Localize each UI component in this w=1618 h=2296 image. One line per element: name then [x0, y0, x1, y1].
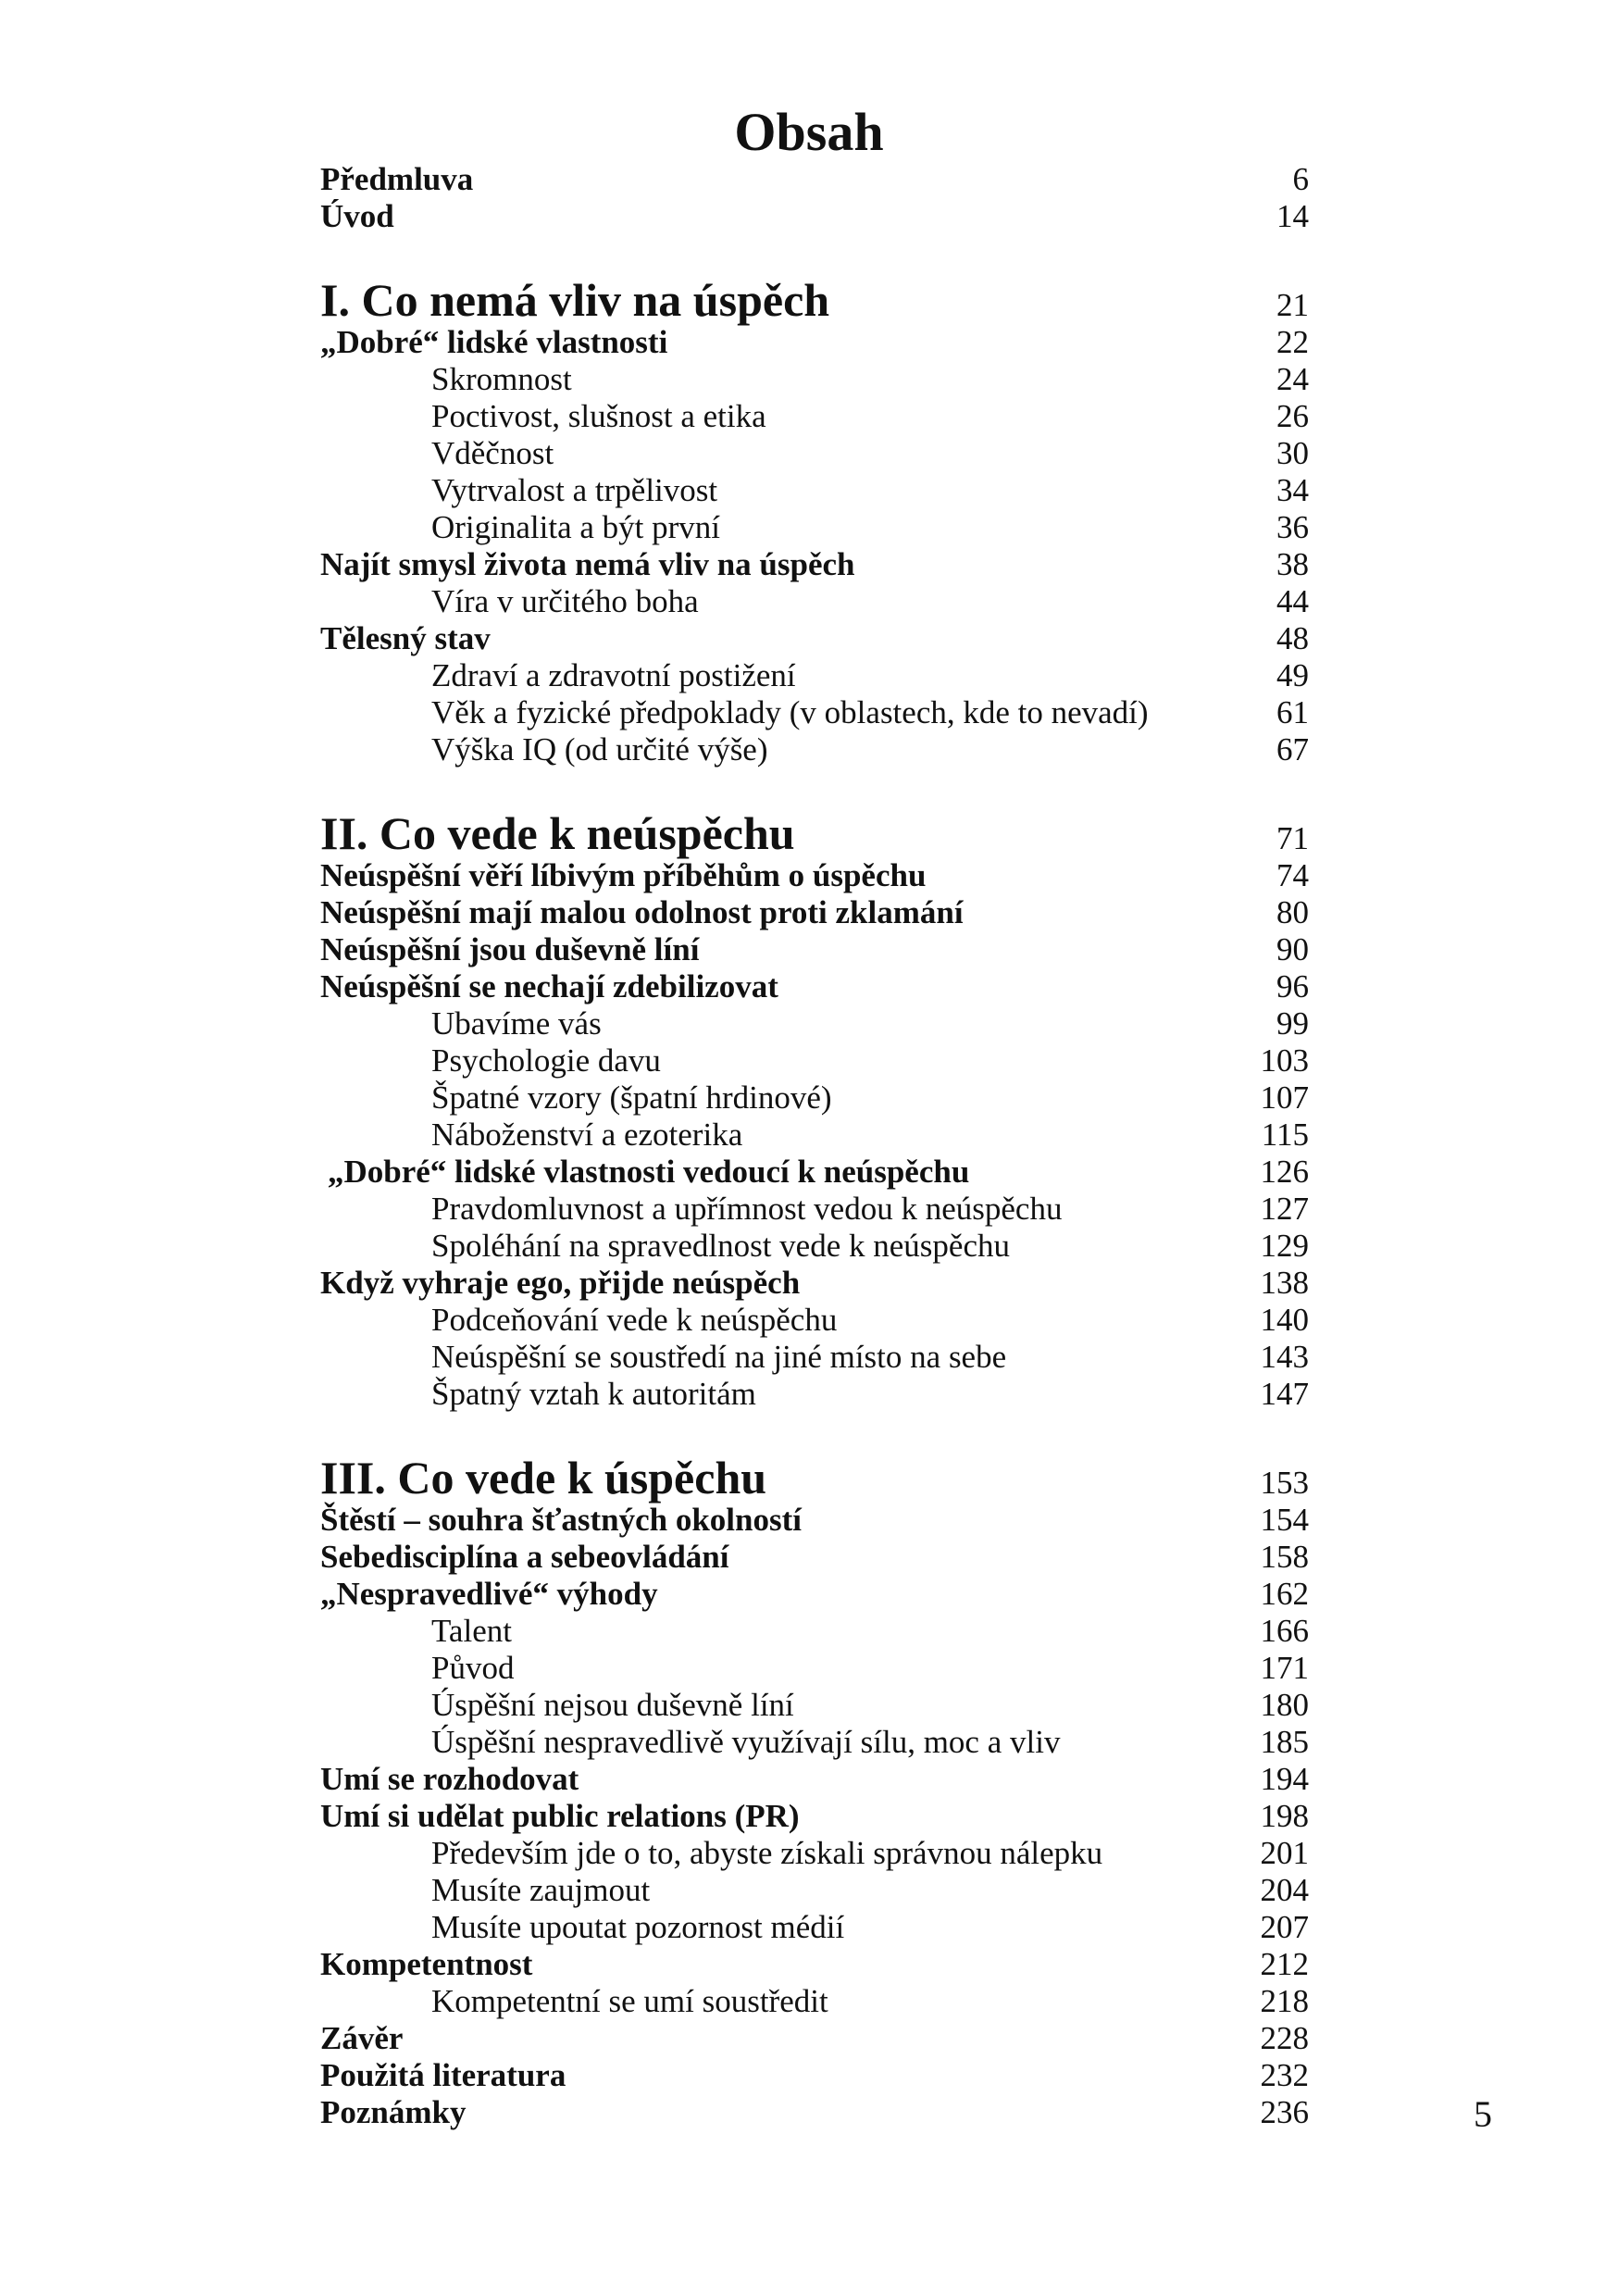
toc-entry-title: Špatné vzory (špatní hrdinové): [431, 1079, 832, 1116]
toc-entry-page: 38: [1276, 546, 1309, 582]
toc-entry-title: Umí si udělat public relations (PR): [320, 1798, 800, 1834]
toc-entry-page: 36: [1276, 509, 1309, 545]
toc-entry: [320, 1946, 1309, 1983]
toc-entry-page: 49: [1276, 657, 1309, 693]
toc-entry-title: Kompetentnost: [320, 1946, 533, 1982]
toc-part-title: II. Co vede k neúspěchu: [320, 807, 795, 859]
toc-subentry: [320, 1376, 1309, 1413]
toc-entry: [320, 1539, 1309, 1576]
toc-subentry: [320, 472, 1309, 509]
toc-entry-page: 147: [1260, 1376, 1309, 1412]
toc-entry-title: Kompetentní se umí soustředit: [431, 1983, 828, 2019]
toc-entry-title: Předmluva: [320, 161, 474, 197]
toc-entry-title: „Dobré“ lidské vlastnosti: [320, 324, 668, 360]
toc-entry-page: 154: [1260, 1502, 1309, 1538]
toc-entry-title: Výška IQ (od určité výše): [431, 731, 768, 767]
toc-subentry: [320, 1613, 1309, 1650]
toc-entry-page: 153: [1260, 1465, 1309, 1501]
toc-entry-title: Zdraví a zdravotní postižení: [431, 657, 796, 693]
toc-entry-page: 140: [1260, 1302, 1309, 1338]
toc-entry-title: Podceňování vede k neúspěchu: [431, 1302, 838, 1338]
toc-entry-page: 129: [1260, 1228, 1309, 1264]
toc-entry-page: 158: [1260, 1539, 1309, 1575]
toc-entry-title: Musíte zaujmout: [431, 1872, 651, 1908]
toc-entry: [320, 1576, 1309, 1613]
toc-entry-page: 48: [1276, 620, 1309, 656]
toc-entry-page: 228: [1260, 2020, 1309, 2056]
toc-entry-title: Neúspěšní jsou duševně líní: [320, 931, 700, 967]
toc-subentry: [320, 657, 1309, 694]
toc-subentry: [320, 1079, 1309, 1117]
toc-entry-page: 80: [1276, 894, 1309, 930]
toc-subentry: [320, 1042, 1309, 1079]
toc-entry-title: Především jde o to, abyste získali správnou nálepku: [431, 1835, 1103, 1871]
toc-entry-page: 218: [1260, 1983, 1309, 2019]
toc-entry: [320, 1761, 1309, 1798]
toc-subentry: [320, 583, 1309, 620]
toc-entry-page: 34: [1276, 472, 1309, 508]
toc-entry-page: 14: [1276, 198, 1309, 234]
toc-subentry: [320, 1191, 1309, 1228]
toc-entry-title: Víra v určitého boha: [431, 583, 699, 619]
toc-entry-page: 236: [1260, 2094, 1309, 2130]
toc-part-title: III. Co vede k úspěchu: [320, 1452, 767, 1504]
toc-subentry: [320, 1339, 1309, 1376]
toc-entry-page: 99: [1276, 1005, 1309, 1042]
toc-entry-title: „Nespravedlivé“ výhody: [320, 1576, 658, 1612]
toc-entry-title: Poctivost, slušnost a etika: [431, 398, 766, 434]
toc-entry-page: 194: [1260, 1761, 1309, 1797]
toc-entry: [320, 857, 1309, 894]
toc-entry: [320, 1265, 1309, 1302]
toc-entry-title: Spoléhání na spravedlnost vede k neúspěchu: [431, 1228, 1010, 1264]
toc-subentry: [320, 1302, 1309, 1339]
toc-entry-title: Vděčnost: [431, 435, 554, 471]
toc-entry-page: 180: [1260, 1687, 1309, 1723]
toc-entry-title: Psychologie davu: [431, 1042, 661, 1079]
toc-entry-title: Ubavíme vás: [431, 1005, 602, 1042]
toc-subentry: [320, 1724, 1309, 1761]
toc-entry-page: 61: [1276, 694, 1309, 730]
toc-entry-title: Vytrvalost a trpělivost: [431, 472, 718, 508]
toc-entry-page: 24: [1276, 361, 1309, 397]
toc-entry: [320, 968, 1309, 1005]
toc-entry-title: Věk a fyzické předpoklady (v oblastech, kde to nevadí): [431, 694, 1149, 730]
toc-entry-page: 71: [1276, 820, 1309, 856]
toc-entry-title: Úspěšní nejsou duševně líní: [431, 1687, 794, 1723]
toc-entry-page: 126: [1260, 1154, 1309, 1190]
toc-entry: [320, 931, 1309, 968]
toc-entry: [320, 2094, 1309, 2131]
toc-part-title: I. Co nemá vliv na úspěch: [320, 274, 830, 326]
toc-entry-page: 166: [1260, 1613, 1309, 1649]
toc-entry-title: Originalita a být první: [431, 509, 721, 545]
toc-entry-page: 232: [1260, 2057, 1309, 2093]
toc-entry: [320, 1502, 1309, 1539]
toc-entry-page: 26: [1276, 398, 1309, 434]
toc-entry-title: Musíte upoutat pozornost médií: [431, 1909, 845, 1945]
toc-entry-page: 44: [1276, 583, 1309, 619]
toc-subentry: [320, 1228, 1309, 1265]
toc-subentry: [320, 1117, 1309, 1154]
toc-entry-title: Skromnost: [431, 361, 572, 397]
toc-part-heading: [320, 274, 1309, 331]
toc-entry-page: 198: [1260, 1798, 1309, 1834]
toc-entry-page: 115: [1261, 1117, 1309, 1153]
toc-entry: [320, 198, 1309, 235]
toc-part-heading: [320, 1452, 1309, 1509]
toc-entry-page: 6: [1292, 161, 1309, 197]
toc-entry-page: 171: [1260, 1650, 1309, 1686]
toc-subentry: [320, 1650, 1309, 1687]
toc-entry: [320, 546, 1309, 583]
toc-entry-page: 30: [1276, 435, 1309, 471]
toc-entry-title: Původ: [431, 1650, 515, 1686]
toc-entry-title: Sebedisciplína a sebeovládání: [320, 1539, 729, 1575]
toc-entry-page: 201: [1260, 1835, 1309, 1871]
toc-entry-page: 127: [1260, 1191, 1309, 1227]
toc-entry-page: 107: [1260, 1079, 1309, 1116]
toc-subentry: [320, 435, 1309, 472]
toc-entry: [320, 620, 1309, 657]
toc-entry-title: Neúspěšní se nechají zdebilizovat: [320, 968, 778, 1004]
toc-entry-title: Najít smysl života nemá vliv na úspěch: [320, 546, 855, 582]
page-number: 5: [1474, 2093, 1492, 2135]
toc-entry-title: Závěr: [320, 2020, 404, 2056]
toc-subentry: [320, 731, 1309, 768]
toc-entry-page: 103: [1260, 1042, 1309, 1079]
toc-entry-page: 21: [1276, 287, 1309, 323]
toc-entry-title: Umí se rozhodovat: [320, 1761, 579, 1797]
toc-entry-page: 212: [1260, 1946, 1309, 1982]
toc-subentry: [320, 361, 1309, 398]
toc-entry-page: 22: [1276, 324, 1309, 360]
toc-part-heading: [320, 807, 1309, 865]
toc-entry-title: Neúspěšní věří líbivým příběhům o úspěchu: [320, 857, 927, 893]
toc-entry-title: Štěstí – souhra šťastných okolností: [320, 1502, 802, 1538]
toc-entry-page: 207: [1260, 1909, 1309, 1945]
toc-entry: [320, 1154, 1309, 1191]
toc-entry: [320, 2057, 1309, 2094]
toc-subentry: [320, 1983, 1309, 2020]
toc-subentry: [320, 1909, 1309, 1946]
toc-subentry: [320, 694, 1309, 731]
toc-entry: [320, 1798, 1309, 1835]
toc-entry-title: Špatný vztah k autoritám: [431, 1376, 756, 1412]
toc-entry-page: 185: [1260, 1724, 1309, 1760]
toc-entry-title: Pravdomluvnost a upřímnost vedou k neúspěchu: [431, 1191, 1063, 1227]
toc-entry-title: Použitá literatura: [320, 2057, 566, 2093]
toc-subentry: [320, 1872, 1309, 1909]
toc-entry-title: Poznámky: [320, 2094, 467, 2130]
toc-entry-title: Tělesný stav: [320, 620, 491, 656]
toc-entry-page: 138: [1260, 1265, 1309, 1301]
toc-entry-page: 96: [1276, 968, 1309, 1004]
toc-entry-page: 143: [1260, 1339, 1309, 1375]
toc-entry: [320, 324, 1309, 361]
toc-subentry: [320, 1835, 1309, 1872]
toc-subentry: [320, 398, 1309, 435]
toc-entry-title: Úvod: [320, 198, 394, 234]
toc-entry-title: „Dobré“ lidské vlastnosti vedoucí k neúspěchu: [328, 1154, 970, 1190]
toc-entry: [320, 894, 1309, 931]
toc-entry-title: Náboženství a ezoterika: [431, 1117, 743, 1153]
toc-entry-page: 204: [1260, 1872, 1309, 1908]
toc-subentry: [320, 1687, 1309, 1724]
toc-subentry: [320, 1005, 1309, 1042]
toc-entry-page: 67: [1276, 731, 1309, 767]
toc-entry-title: Neúspěšní mají malou odolnost proti zklamání: [320, 894, 964, 930]
toc-entry-page: 74: [1276, 857, 1309, 893]
toc-entry-title: Když vyhraje ego, přijde neúspěch: [320, 1265, 801, 1301]
toc-entry-title: Neúspěšní se soustředí na jiné místo na sebe: [431, 1339, 1007, 1375]
toc-entry: [320, 161, 1309, 198]
toc-subentry: [320, 509, 1309, 546]
toc-entry: [320, 2020, 1309, 2057]
toc-entry-page: 162: [1260, 1576, 1309, 1612]
toc-entry-page: 90: [1276, 931, 1309, 967]
page-title: Obsah: [734, 102, 884, 162]
toc-entry-title: Talent: [431, 1613, 512, 1649]
toc-entry-title: Úspěšní nespravedlivě využívají sílu, moc a vliv: [431, 1724, 1061, 1760]
